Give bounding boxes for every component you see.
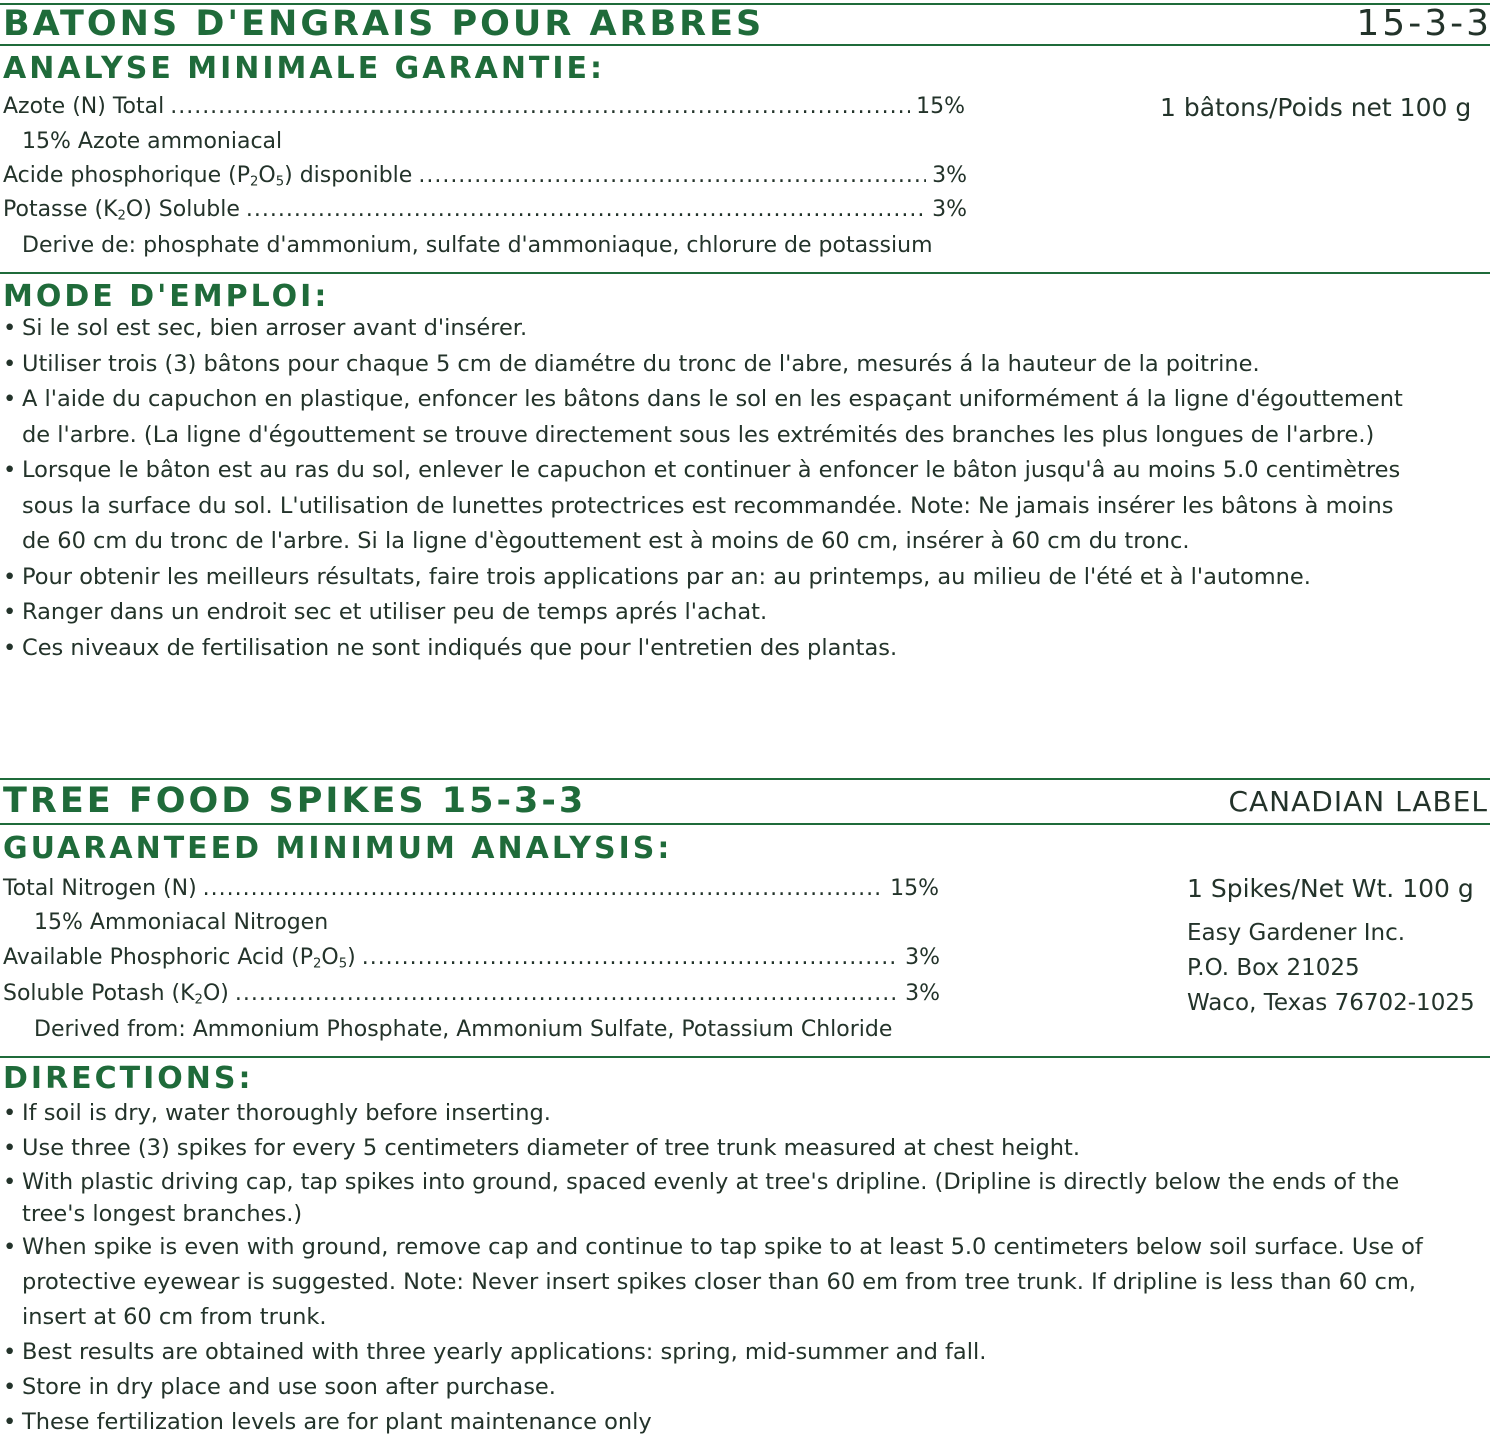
- english-directions-heading: DIRECTIONS:: [3, 1061, 254, 1096]
- english-derived-from: Derived from: Ammonium Phosphate, Ammonium Sulfate, Potassium Chloride: [34, 1017, 893, 1042]
- english-nitrogen-value: 15%: [890, 876, 939, 901]
- list-item: • Si le sol est sec, bien arroser avant d'insérer.: [3, 311, 1423, 347]
- french-potash-value: 3%: [932, 197, 967, 222]
- list-item: • These fertilization levels are for plant maintenance only: [3, 1405, 1423, 1440]
- list-item: • Pour obtenir les meilleurs résultats, faire trois applications par an: au printemps, au milieu de l'été et à l'automne.: [3, 560, 1423, 596]
- french-analysis-heading: ANALYSE MINIMALE GARANTIE:: [3, 51, 606, 86]
- english-potash-row: [3, 981, 940, 1008]
- list-item: • When spike is even with ground, remove cap and continue to tap spike to at least 5.0 centimeters below soil surface. Use of protective eyewear is suggested. Note: Never insert spikes closer than 60 em from tree trunk. If dripline is less than 60 cm, insert at 60 cm from trunk.: [3, 1230, 1423, 1335]
- french-directions-rule: [0, 272, 1490, 274]
- french-potash-label: Potasse $(K_2O)$ Soluble: [3, 197, 240, 224]
- french-nitrogen-sub: 15% Azote ammoniacal: [22, 129, 283, 154]
- english-phosphoric-row: [3, 945, 940, 972]
- french-nitrogen-value: 15%: [916, 94, 965, 119]
- french-phosphoric-row: [3, 163, 967, 190]
- french-formula: 15-3-3: [1356, 3, 1492, 44]
- english-phosphoric-value: 3%: [905, 945, 940, 970]
- french-net-weight: 1 bâtons/Poids net 100 g: [1160, 93, 1472, 122]
- list-item: • Ranger dans un endroit sec et utiliser peu de temps aprés l'achat.: [3, 595, 1423, 631]
- list-item: • Best results are obtained with three yearly applications: spring, mid-summer and fall.: [3, 1335, 1423, 1370]
- dot-leader: [235, 983, 899, 1005]
- english-top-rule: [0, 778, 1490, 780]
- company-po-box: P.O. Box 21025: [1187, 955, 1360, 981]
- english-title-rule: [0, 823, 1490, 825]
- english-nitrogen-sub: 15% Ammoniacal Nitrogen: [34, 910, 329, 935]
- list-item: • Utiliser trois (3) bâtons pour chaque 5 cm de diamétre du tronc de l'abre, mesurés á la hauteur de la poitrine.: [3, 347, 1423, 383]
- french-phosphoric-value: 3%: [932, 163, 967, 188]
- company-city: Waco, Texas 76702-1025: [1187, 990, 1475, 1016]
- dot-leader: [170, 96, 910, 118]
- english-nitrogen-label: Total Nitrogen (N): [3, 876, 197, 901]
- english-net-weight: 1 Spikes/Net Wt. 100 g: [1187, 874, 1474, 903]
- french-title-rule: [0, 44, 1490, 46]
- english-directions-list: [3, 1096, 1423, 1440]
- english-phosphoric-label: Available Phosphoric Acid $(P_2O_5)$: [3, 945, 356, 972]
- french-phosphoric-label: Acide phosphorique $(P_2O_5)$ disponible: [3, 163, 413, 190]
- dot-leader: [362, 947, 899, 969]
- list-item: • If soil is dry, water thoroughly before inserting.: [3, 1096, 1423, 1131]
- french-product-title: BATONS D'ENGRAIS POUR ARBRES: [3, 4, 765, 44]
- list-item: • A l'aide du capuchon en plastique, enfoncer les bâtons dans le sol en les espaçant uniformément á la ligne d'égouttement de l'arbre. (La ligne d'égouttement se trouve directement sous les extrémités des branches les plus longues de l'arbre.): [3, 382, 1423, 453]
- list-item: • Ces niveaux de fertilisation ne sont indiqués que pour l'entretien des plantas.: [3, 631, 1423, 667]
- canadian-label-tag: CANADIAN LABEL: [1228, 785, 1488, 818]
- french-nitrogen-label: Azote (N) Total: [3, 94, 165, 119]
- english-nitrogen-row: [3, 878, 939, 900]
- list-item: • Use three (3) spikes for every 5 centimeters diameter of tree trunk measured at chest height.: [3, 1131, 1423, 1166]
- dot-leader: [246, 199, 926, 221]
- english-potash-value: 3%: [905, 981, 940, 1006]
- list-item: • With plastic driving cap, tap spikes into ground, spaced evenly at tree's dripline. (Dripline is directly below the ends of the tree's longest branches.): [3, 1166, 1423, 1230]
- english-potash-label: Soluble Potash $(K_2O)$: [3, 981, 229, 1008]
- company-name: Easy Gardener Inc.: [1187, 920, 1406, 946]
- dot-leader: [418, 165, 926, 187]
- french-potash-row: [3, 197, 967, 224]
- list-item: • Lorsque le bâton est au ras du sol, enlever le capuchon et continuer à enfoncer le bâton jusqu'â au moins 5.0 centimètres sous la surface du sol. L'utilisation de lunettes protectrices est recommandée. Note: Ne jamais insérer les bâtons à moins de 60 cm du tronc de l'arbre. Si la ligne d'ègouttement est à moins de 60 cm, insérer à 60 cm du tronc.: [3, 453, 1423, 560]
- french-directions-list: [3, 311, 1423, 666]
- french-nitrogen-row: [3, 96, 965, 118]
- list-item: • Store in dry place and use soon after purchase.: [3, 1370, 1423, 1405]
- french-directions-heading: MODE D'EMPLOI:: [3, 279, 330, 314]
- english-analysis-heading: GUARANTEED MINIMUM ANALYSIS:: [3, 831, 673, 866]
- english-directions-rule: [0, 1056, 1490, 1058]
- dot-leader: [203, 878, 884, 900]
- french-derived-from: Derive de: phosphate d'ammonium, sulfate d'ammoniaque, chlorure de potassium: [22, 233, 933, 258]
- english-product-title: TREE FOOD SPIKES 15-3-3: [3, 781, 587, 821]
